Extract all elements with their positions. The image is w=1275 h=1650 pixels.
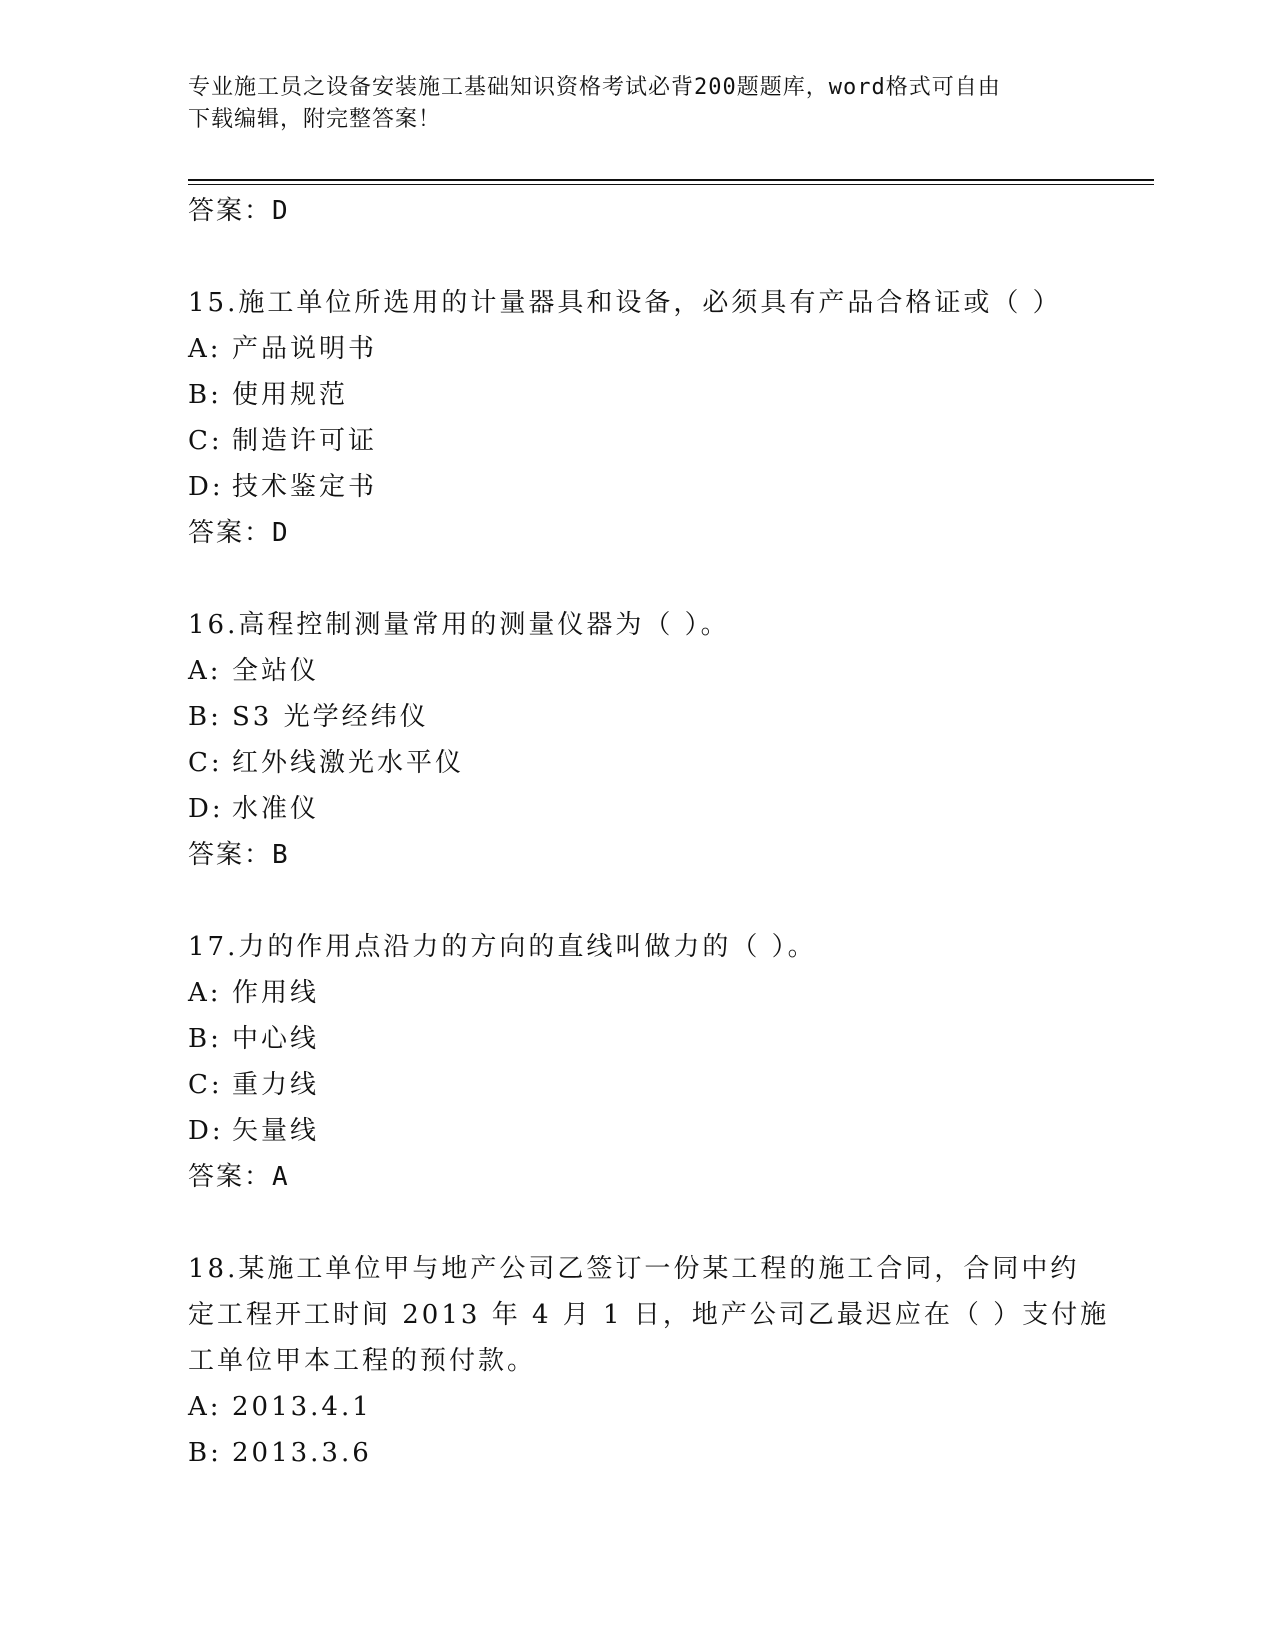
question-stem: 施工单位所选用的计量器具和设备，必须具有产品合格证或（ ） — [238, 288, 1062, 318]
option-label: B: — [188, 702, 222, 732]
document-body — [188, 188, 1110, 1476]
option-b — [188, 1430, 1088, 1476]
option-text: 技术鉴定书 — [232, 472, 378, 502]
option-d — [188, 786, 1088, 832]
question-number: 17. — [188, 932, 239, 962]
question-text — [188, 602, 1088, 648]
option-text: 水准仪 — [232, 794, 320, 824]
answer-value: D — [272, 196, 290, 226]
header-divider-thick — [188, 179, 1154, 181]
option-a — [188, 970, 1088, 1016]
answer-value: B — [272, 840, 290, 870]
option-text: 2013.3.6 — [232, 1438, 372, 1468]
question-15 — [188, 280, 1088, 556]
question-number: 16. — [188, 610, 239, 640]
answer-line — [188, 1154, 1088, 1200]
option-label: A: — [188, 1392, 222, 1422]
option-label: C: — [188, 748, 223, 778]
option-label: D: — [188, 794, 224, 824]
answer-line — [188, 188, 1088, 234]
question-text-line-1 — [188, 1246, 1088, 1292]
question-number: 18. — [188, 1254, 239, 1284]
option-label: A: — [188, 334, 222, 364]
question-stem: 高程控制测量常用的测量仪器为（ ）。 — [238, 610, 730, 640]
option-text: 产品说明书 — [232, 334, 378, 364]
answer-value: D — [272, 518, 290, 548]
answer-label: 答案： — [188, 518, 273, 548]
option-text: 重力线 — [232, 1070, 320, 1100]
question-number: 15. — [188, 288, 239, 318]
question-text-line-2: 定工程开工时间 2013 年 4 月 1 日，地产公司乙最迟应在（ ）支付施 — [188, 1300, 1110, 1330]
option-a — [188, 1384, 1088, 1430]
option-a — [188, 648, 1088, 694]
question-text-line-3: 工单位甲本工程的预付款。 — [188, 1346, 537, 1376]
option-label: A: — [188, 656, 222, 686]
option-c — [188, 740, 1088, 786]
option-a — [188, 326, 1088, 372]
option-label: D: — [188, 472, 224, 502]
option-label: B: — [188, 380, 222, 410]
header-divider-thin — [188, 184, 1154, 185]
option-text: 矢量线 — [232, 1116, 320, 1146]
option-b — [188, 694, 1088, 740]
header-line-1: 专业施工员之设备安装施工基础知识资格考试必背200题题库，word格式可自由 — [188, 75, 1001, 100]
question-17 — [188, 924, 1088, 1200]
option-text: 全站仪 — [232, 656, 320, 686]
option-label: C: — [188, 1070, 223, 1100]
question-stem: 某施工单位甲与地产公司乙签订一份某工程的施工合同，合同中约 — [238, 1254, 1080, 1284]
option-label: A: — [188, 978, 222, 1008]
question-text — [188, 924, 1088, 970]
option-label: C: — [188, 426, 223, 456]
answer-value: A — [272, 1162, 290, 1192]
option-text: 2013.4.1 — [232, 1392, 372, 1422]
question-stem: 力的作用点沿力的方向的直线叫做力的（ ）。 — [238, 932, 817, 962]
question-16 — [188, 602, 1088, 878]
answer-label: 答案： — [188, 840, 273, 870]
option-text: 中心线 — [232, 1024, 320, 1054]
option-text: 制造许可证 — [232, 426, 378, 456]
question-18 — [188, 1246, 1110, 1476]
option-d — [188, 464, 1088, 510]
answer-line — [188, 510, 1088, 556]
option-c — [188, 1062, 1088, 1108]
option-label: B: — [188, 1024, 222, 1054]
option-b — [188, 372, 1088, 418]
option-label: B: — [188, 1438, 222, 1468]
answer-label: 答案： — [188, 1162, 273, 1192]
option-b — [188, 1016, 1088, 1062]
option-text: S3 光学经纬仪 — [232, 702, 429, 732]
option-text: 作用线 — [232, 978, 320, 1008]
option-c — [188, 418, 1088, 464]
option-d — [188, 1108, 1088, 1154]
question-text — [188, 280, 1088, 326]
header-line-2: 下载编辑，附完整答案！ — [188, 107, 442, 132]
answer-label: 答案： — [188, 196, 273, 226]
page-header — [188, 72, 1088, 136]
option-text: 红外线激光水平仪 — [232, 748, 465, 778]
option-text: 使用规范 — [232, 380, 349, 410]
option-label: D: — [188, 1116, 224, 1146]
answer-line — [188, 832, 1088, 878]
